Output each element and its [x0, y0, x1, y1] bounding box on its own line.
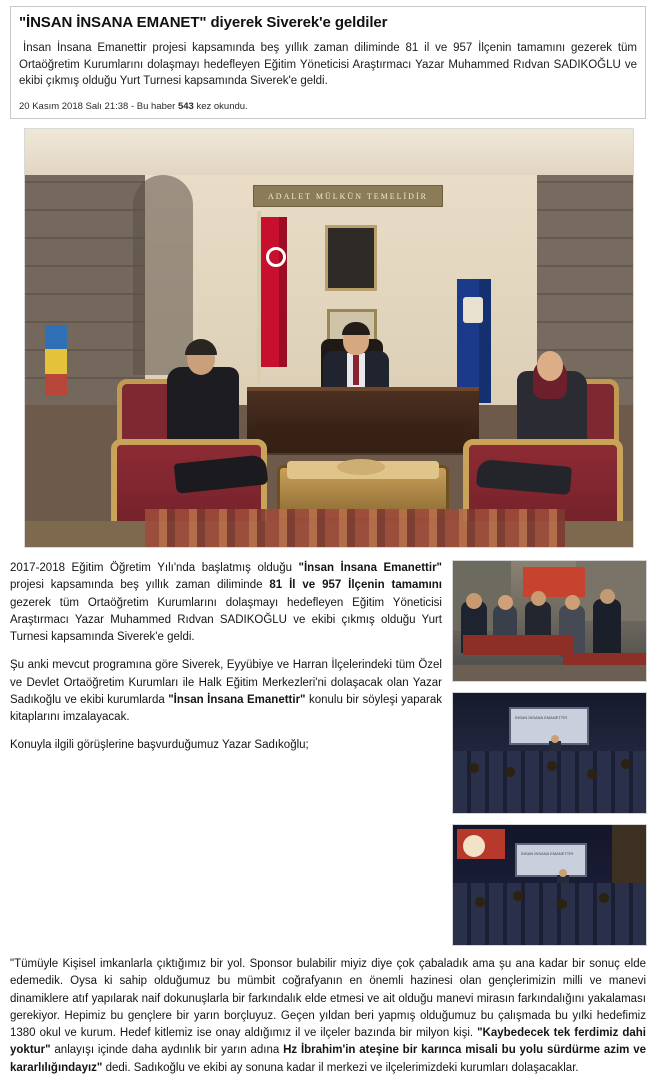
sp1-person-head-3: [531, 591, 546, 606]
paragraph-2-part-a: Şu anki mevcut programına göre Siverek, Eyyübiye ve Harran İlçelerindeki tüm Özel ve Devlet Ortaöğretim Kurumları ile Halk Eğitim Merkezleri'ni dolaşacak olan Yazar Sadıkoğlu ve ekibi kurumlarda: [10, 659, 442, 706]
sp3-projection-screen: [515, 843, 587, 877]
paragraph-2-part-c: konulu bir söyleşi yaparak kitaplarını imzalayacak.: [10, 693, 442, 724]
main-article-photo: [24, 128, 634, 548]
photo-wall-banner: ADALET MÜLKÜN TEMELİDİR: [253, 185, 443, 207]
book-signing-photo: [452, 560, 647, 682]
sp2-projection-screen: [509, 707, 589, 745]
sp3-project-logo: [463, 835, 485, 857]
article-summary-box: [10, 6, 646, 119]
article-spot: İnsan İnsana Emanettir projesi kapsamında beş yıllık zaman diliminde 81 il ve 957 İlçenin tamamını gezerek tüm Ortaöğretim Kurumlarını dolaşmayı hedefleyen Eğitim Yöneticisi Araştırmacı Yazar Muhammed Rıdvan SADIKOĞLU ve ekibi çıkmış olduğu Yurt Turnesi kapsamında Siverek'e geldi.: [19, 42, 637, 88]
sp3-speaker-head: [559, 869, 567, 877]
article-paragraph-2: [10, 657, 442, 726]
article-photo-column: [452, 560, 647, 956]
sp3-audience-head-2: [513, 891, 523, 901]
conference-hall-photo-2: [452, 824, 647, 946]
sp3-screen-text: İNSAN İNSANA EMANETTİR: [521, 851, 574, 857]
paragraph-2-project-name: "İnsan İnsana Emanettir": [168, 693, 306, 706]
paragraph-4-quote-1: "Kaybedecek tek ferdimiz dahi yoktur": [10, 1027, 646, 1057]
photo-official-tie: [353, 355, 359, 385]
sp3-audience-head-3: [557, 899, 567, 909]
sp2-screen-text: İNSAN İNSANA EMANETTİR: [515, 715, 568, 721]
sp3-audience-head-1: [475, 897, 485, 907]
sp2-audience-head-3: [547, 761, 557, 771]
sp3-audience-head-4: [599, 893, 609, 903]
paragraph-4-part-a: "Tümüyle Kişisel imkanlarla çıktığımız bir yol. Sponsor bulabilir miyiz diye çok çabaladık ama şu ana kadar bir sonuç elde edemedik. Oysa ki sahip olduğumuz bu mümbit coğrafyanın en önemli hazinesi olan gençlerimizin milli ve manevi dinamiklere atıf yapılarak naif dokunuşlarla bir farkındalık elde etmesi ve ait olduğu manevi mirasın farkındalığını yakalaması gerekiyor. Hepimiz bu gençlere bir yarın borçluyuz. Geçen yıldan beri yapmış olduğumuz bu çalışmada bu yılki hedefimiz 1380 okul ve kurum. Hedef kitlemiz ise onay aldığımız il ve ilçeler bazında bir milyon kişi.: [10, 958, 646, 1040]
paragraph-1-scope: 81 İl ve 957 İlçenin tamamını: [269, 579, 442, 592]
sp1-person-head-5: [600, 589, 615, 604]
sp2-speaker-head: [551, 735, 559, 743]
sp1-person-head-1: [466, 593, 482, 609]
paragraph-1-part-e: gezerek tüm Ortaöğretim Kurumlarını dolaşmayı hedefleyen Eğitim Yöneticisi Araştırmacı Yazar Muhammed Rıdvan SADIKOĞLU ve ekibi çıkmış olduğu Yurt Turnesi kapsamında Siverek'e geldi.: [10, 596, 442, 644]
paragraph-4-part-c: anlayışı içinde daha aydınlık bir yarın adına: [50, 1044, 284, 1057]
photo-portrait-frame: [325, 225, 377, 291]
photo-ceiling: [25, 129, 633, 175]
article-paragraph-1: [10, 560, 442, 646]
photo-turkish-flag: [261, 217, 287, 367]
article-date: 20 Kasım 2018 Salı 21:38 - Bu haber: [19, 101, 178, 113]
photo-blue-flag: [457, 279, 491, 403]
paragraph-1-part-c: projesi kapsamında beş yıllık zaman diliminde: [10, 579, 270, 592]
article-paragraph-4: [10, 956, 646, 1077]
article-read-count: 543: [177, 101, 194, 113]
sp1-floor: [453, 665, 646, 681]
article-read-suffix: kez okundu.: [193, 101, 248, 113]
sp3-project-banner: [457, 829, 505, 859]
sp3-audience-seats: [453, 883, 646, 945]
paragraph-1-project-name: "İnsan İnsana Emanettir": [298, 562, 442, 575]
photo-guest-right-head: [537, 351, 563, 381]
sp2-audience-head-4: [587, 769, 597, 779]
photo-carpet: [145, 509, 565, 548]
sp2-audience-head-5: [621, 759, 631, 769]
article-text-column: [10, 560, 442, 956]
conference-hall-photo-1: [452, 692, 647, 814]
article-body: [10, 560, 646, 956]
paragraph-1-part-a: 2017-2018 Eğitim Öğretim Yılı'nda başlatmış olduğu: [10, 562, 299, 575]
photo-desk-front: [255, 421, 471, 455]
sp1-person-body-5: [593, 599, 621, 657]
photo-fruit-bowl: [337, 459, 385, 475]
sp1-person-head-4: [565, 595, 580, 610]
article-paragraph-3: Konuyla ilgili görüşlerine başvurduğumuz Yazar Sadıkoğlu;: [10, 739, 309, 752]
photo-stone-wall-left: [25, 175, 145, 405]
photo-left-flag: [45, 325, 67, 395]
paragraph-4-part-e: dedi. Sadıkoğlu ve ekibi ay sonuna kadar il merkezi ve ilçelerimizdeki kurumları dolaşacaklar.: [102, 1061, 579, 1074]
paragraph-4-quote-2: Hz İbrahim'in ateşine bir karınca misali bu yolu sürdürme azim ve kararlılığındayız": [10, 1044, 646, 1074]
sp1-person-head-2: [498, 595, 513, 610]
sp2-audience-head-1: [469, 763, 479, 773]
sp2-audience-head-2: [505, 767, 515, 777]
sp1-book-table-1: [463, 635, 573, 655]
article-meta: [19, 99, 637, 112]
photo-arch: [133, 175, 193, 375]
page-title: "İNSAN İNSANA EMANET" diyerek Siverek'e geldiler: [19, 14, 388, 31]
